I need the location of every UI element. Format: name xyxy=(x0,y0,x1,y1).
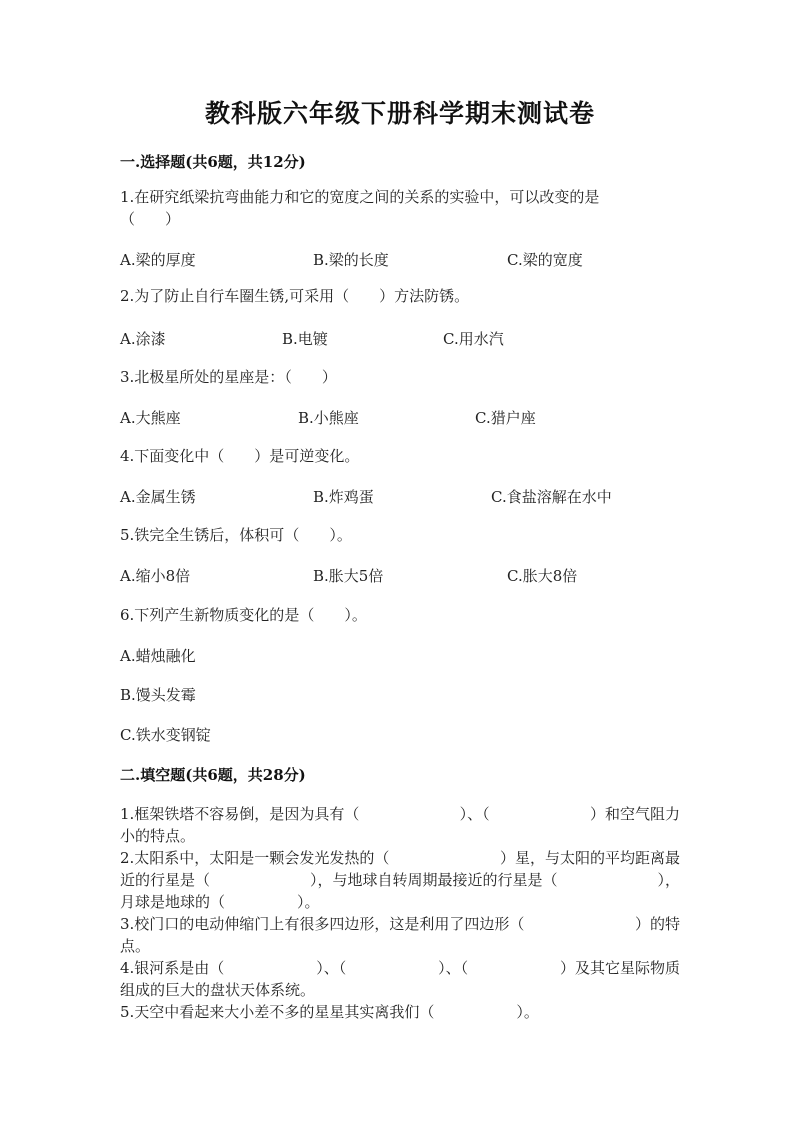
question-3-text: 3.北极星所处的星座是：（ ） xyxy=(120,368,337,386)
question-1-blank: （ ） xyxy=(120,210,181,228)
question-4-option-b: B.炸鸡蛋 xyxy=(313,488,374,506)
fill-3-part2: ）的特 xyxy=(634,915,680,933)
fill-2-line3a: 月球是地球的（ xyxy=(120,893,226,911)
question-2-option-c: C.用水汽 xyxy=(443,330,504,348)
question-2-text: 2.为了防止自行车圈生锈,可采用（ ）方法防锈。 xyxy=(120,287,470,305)
section-heading-fill: 二.填空题(共6题，共28分) xyxy=(120,766,306,784)
question-6-text: 6.下列产生新物质变化的是（ ）。 xyxy=(120,606,367,624)
question-1-option-c: C.梁的宽度 xyxy=(507,251,583,269)
question-1-text: 1.在研究纸梁抗弯曲能力和它的宽度之间的关系的实验中，可以改变的是 xyxy=(120,188,600,206)
fill-4-line2: 组成的巨大的盘状天体系统。 xyxy=(120,981,316,999)
page-title: 教科版六年级下册科学期末测试卷 xyxy=(204,99,595,128)
fill-2-line2a: 近的行星是（ xyxy=(120,871,211,889)
question-3-option-c: C.猎户座 xyxy=(475,409,536,427)
question-5-text: 5.铁完全生锈后，体积可（ ）。 xyxy=(120,526,352,544)
question-6-option-c: C.铁水变钢锭 xyxy=(120,726,211,744)
fill-2-part2: ）星，与太阳的平均距离最 xyxy=(499,849,680,867)
question-5-option-a: A.缩小8倍 xyxy=(120,567,191,585)
fill-1-part1: 1.框架铁塔不容易倒，是因为具有（ xyxy=(120,805,360,823)
question-3-option-b: B.小熊座 xyxy=(298,409,359,427)
fill-4-part3: ）、（ xyxy=(438,959,469,977)
fill-1-part3: ）和空气阻力 xyxy=(589,805,680,823)
question-5-option-c: C.胀大8倍 xyxy=(507,567,578,585)
fill-4-part4: ）及其它星际物质 xyxy=(559,959,680,977)
question-2-option-a: A.涂漆 xyxy=(120,330,166,348)
question-5-option-b: B.胀大5倍 xyxy=(313,567,384,585)
fill-2-part1: 2.太阳系中，太阳是一颗会发光发热的（ xyxy=(120,849,390,867)
question-2-option-b: B.电镀 xyxy=(282,330,328,348)
fill-5-part1: 5.天空中看起来大小差不多的星星其实离我们（ xyxy=(120,1003,435,1021)
fill-3-line2: 点。 xyxy=(120,937,151,955)
fill-question-5 xyxy=(120,1001,680,1023)
question-1-option-a: A.梁的厚度 xyxy=(120,251,196,269)
section-heading-choice: 一.选择题(共6题，共12分) xyxy=(120,153,306,171)
fill-1-line2: 小的特点。 xyxy=(120,827,196,845)
question-4-option-c: C.食盐溶解在水中 xyxy=(491,488,612,506)
fill-2-line2c: ）， xyxy=(657,871,680,889)
question-6-option-a: A.蜡烛融化 xyxy=(120,647,196,665)
fill-1-part2: ）、（ xyxy=(459,805,490,823)
question-4-option-a: A.金属生锈 xyxy=(120,488,196,506)
fill-2-line2b: ），与地球自转周期最接近的行星是（ xyxy=(309,871,558,889)
fill-5-part2: ）。 xyxy=(516,1003,539,1021)
fill-3-part1: 3.校门口的电动伸缩门上有很多四边形，这是利用了四边形（ xyxy=(120,915,525,933)
fill-4-part2: ）、（ xyxy=(316,959,347,977)
question-6-option-b: B.馒头发霉 xyxy=(120,686,196,704)
fill-question-4 xyxy=(120,957,680,1001)
fill-4-part1: 4.银河系是由（ xyxy=(120,959,225,977)
question-4-text: 4.下面变化中（ ）是可逆变化。 xyxy=(120,447,360,465)
fill-question-1 xyxy=(120,803,680,847)
fill-question-3 xyxy=(120,913,680,957)
fill-2-line3b: ）。 xyxy=(297,893,320,911)
fill-question-2 xyxy=(120,847,680,913)
question-3-option-a: A.大熊座 xyxy=(120,409,181,427)
question-1-option-b: B.梁的长度 xyxy=(313,251,389,269)
